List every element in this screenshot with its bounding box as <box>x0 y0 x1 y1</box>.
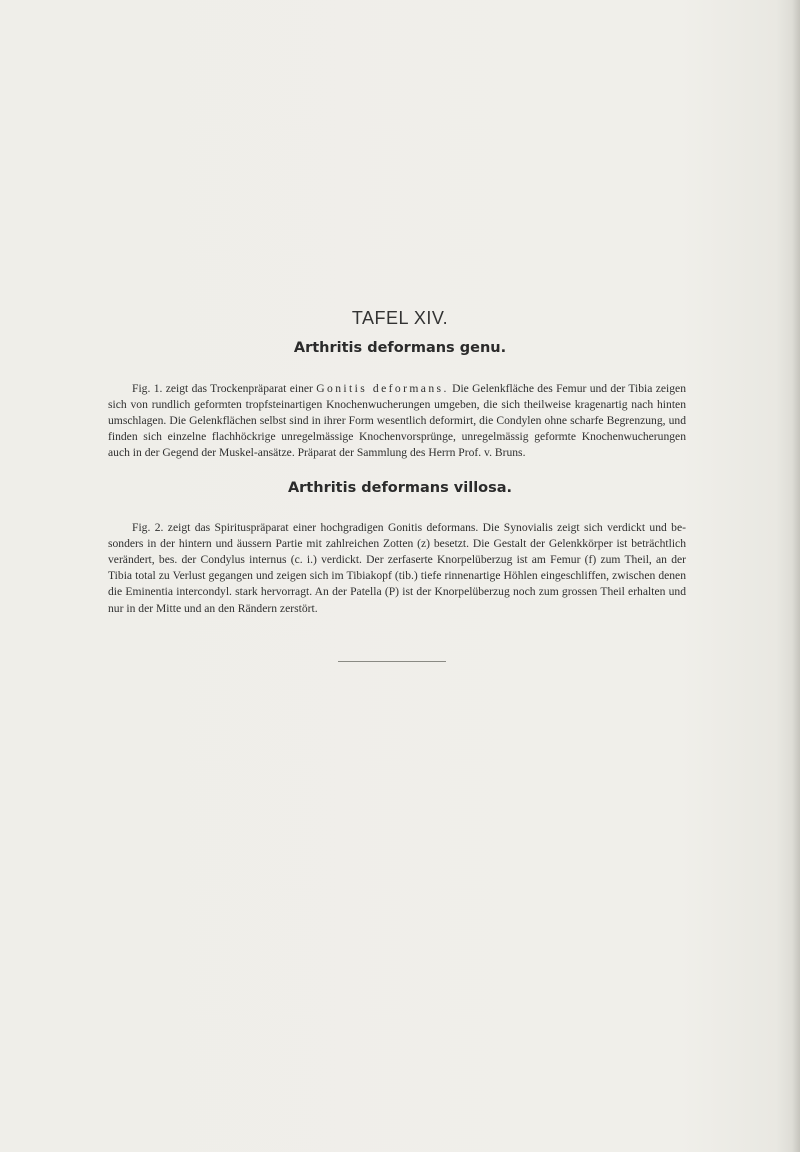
paragraph-fig-1-body: Die Gelenkfläche des Femur und der Tibia zeigen sich von rundlich geformten tropfsteinartigen Knochenwucherungen umgeben, die sich theilweise kragenartig nach hinten umschlagen. Die Gelenkflächen selbst sind in ihrer Form wesentlich deformirt, die Condylen ohne scharfe Begrenzung, und finden sich einzelne flachhöckrige unregelmässige Knochenvorsprünge, unregelmässig geformte Knochenwucherungen auch in der Gegend der Muskel-ansätze. Präparat der Sammlung des Herrn Prof. v. Bruns. <box>108 381 687 460</box>
paragraph-fig-1-lead: Fig. 1. zeigt das Trockenpräparat einer <box>132 381 317 395</box>
plate-title: TAFEL XIV. <box>351 308 449 328</box>
spaced-term: Gonitis deformans. <box>316 381 449 395</box>
closing-divider <box>338 661 446 662</box>
section-heading-villosa: Arthritis deformans villosa. <box>287 480 513 496</box>
section-heading-genu: Arthritis deformans genu. <box>293 340 507 356</box>
paragraph-fig-1 <box>108 381 686 462</box>
paragraph-fig-2: Fig. 2. zeigt das Spirituspräparat einer hochgradigen Gonitis deformans. Die Synovialis zeigt sich verdickt und be-sonders in der hintern und äussern Partie mit zahlreichen Zotten (z) besetzt. Die Gestalt der Gelenkkörper ist beträchtlich verändert, bes. der Condylus internus (c. i.) verdickt. Der zerfaserte Knorpelüberzug ist am Femur (f) zum Theil, an der Tibia total zu Verlust gegangen und zeigen sich im Tibiakopf (tib.) tiefe rinnenartige Höhlen eingeschliffen, zwischen denen die Eminentia intercondyl. stark hervorragt. An der Patella (P) ist der Knorpelüberzug noch zum grossen Theil erhalten und nur in der Mitte und an den Rändern zerstört. <box>108 520 686 615</box>
page-edge-shadow <box>792 0 800 1152</box>
